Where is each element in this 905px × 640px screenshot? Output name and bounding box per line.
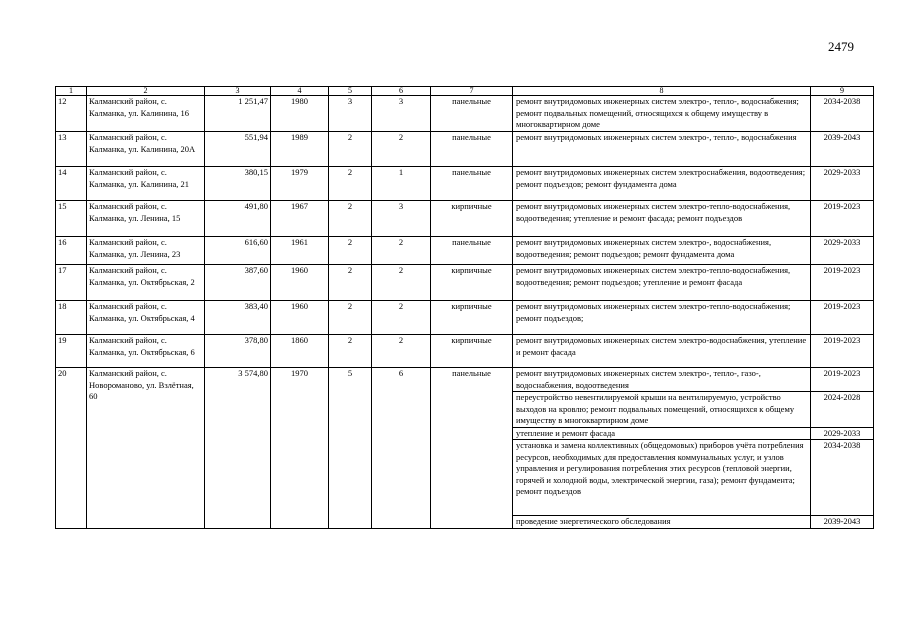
floors-cell: 2 — [329, 335, 372, 368]
address-cell: Калманский район, с. Калманка, ул. Калинина, 21 — [87, 167, 205, 201]
year-cell: 1979 — [271, 167, 329, 201]
area-cell: 616,60 — [205, 237, 271, 265]
year-cell: 1860 — [271, 335, 329, 368]
year-cell: 1960 — [271, 301, 329, 335]
header-cell: 9 — [811, 87, 874, 96]
address-cell: Калманский район, с. Калманка, ул. Октябрьская, 6 — [87, 335, 205, 368]
works-cell: ремонт внутридомовых инженерных систем электро-, тепло-, водоснабжения; ремонт подвальных помещений, относящихся к общему имуществу в многоквартирном доме — [513, 96, 811, 132]
address-cell: Калманский район, с. Калманка, ул. Ленина, 15 — [87, 201, 205, 237]
works-cell: ремонт внутридомовых инженерных систем электро-, тепло-, газо-, водоснабжения, водоотведения — [513, 368, 811, 392]
works-cell: утепление и ремонт фасада — [513, 427, 811, 440]
header-cell: 1 — [56, 87, 87, 96]
walls-material-cell: панельные — [431, 132, 513, 167]
works-cell: ремонт внутридомовых инженерных систем электро-тепло-водоснабжения, водоотведения; утепление и ремонт фасада; ремонт подъездов — [513, 201, 811, 237]
year-cell: 1989 — [271, 132, 329, 167]
row-number-cell: 20 — [56, 368, 87, 529]
floors-cell: 2 — [329, 237, 372, 265]
period-cell: 2029-2033 — [811, 167, 874, 201]
period-cell: 2029-2033 — [811, 237, 874, 265]
year-cell: 1960 — [271, 265, 329, 301]
table-row — [56, 201, 874, 237]
period-cell: 2019-2023 — [811, 201, 874, 237]
row-number-cell: 13 — [56, 132, 87, 167]
works-cell: ремонт внутридомовых инженерных систем электроснабжения, водоотведения; ремонт подъездов; ремонт фундамента дома — [513, 167, 811, 201]
period-cell: 2019-2023 — [811, 368, 874, 392]
area-cell: 380,15 — [205, 167, 271, 201]
works-cell: ремонт внутридомовых инженерных систем электро-, водоснабжения, водоотведения; ремонт подъездов; ремонт фундамента дома — [513, 237, 811, 265]
works-cell: переустройство невентилируемой крыши на вентилируемую, устройство выходов на кровлю; ремонт подвальных помещений, относящихся к общему имуществу в многоквартирном доме — [513, 392, 811, 428]
walls-material-cell: кирпичные — [431, 301, 513, 335]
row-number-cell: 14 — [56, 167, 87, 201]
row-number-cell: 12 — [56, 96, 87, 132]
area-cell: 551,94 — [205, 132, 271, 167]
walls-material-cell: панельные — [431, 96, 513, 132]
header-cell: 8 — [513, 87, 811, 96]
period-cell: 2029-2033 — [811, 427, 874, 440]
floors-cell: 2 — [329, 132, 372, 167]
area-cell: 3 574,80 — [205, 368, 271, 529]
period-cell: 2034-2038 — [811, 96, 874, 132]
area-cell: 491,80 — [205, 201, 271, 237]
table-row — [56, 335, 874, 368]
floors-cell: 2 — [329, 265, 372, 301]
area-cell: 383,40 — [205, 301, 271, 335]
works-cell: установка и замена коллективных (общедомовых) приборов учёта потребления ресурсов, необходимых для предоставления коммунальных услуг, и узлов управления и регулирования потребления этих ресурсов (тепловой энергии, горячей и холодной воды, электрической энергии, газа); ремонт фундамента; ремонт подъездов — [513, 440, 811, 516]
address-cell: Калманский район, с. Калманка, ул. Октябрьская, 4 — [87, 301, 205, 335]
address-cell: Калманский район, с. Калманка, ул. Октябрьская, 2 — [87, 265, 205, 301]
year-cell: 1967 — [271, 201, 329, 237]
works-cell: проведение энергетического обследования — [513, 516, 811, 529]
entrances-cell: 6 — [372, 368, 431, 529]
row-number-cell: 19 — [56, 335, 87, 368]
table-row — [56, 167, 874, 201]
header-row — [56, 87, 874, 96]
entrances-cell: 2 — [372, 335, 431, 368]
header-cell: 6 — [372, 87, 431, 96]
entrances-cell: 2 — [372, 132, 431, 167]
address-cell: Калманский район, с. Калманка, ул. Калинина, 16 — [87, 96, 205, 132]
period-cell: 2019-2023 — [811, 335, 874, 368]
header-cell: 7 — [431, 87, 513, 96]
walls-material-cell: панельные — [431, 368, 513, 529]
year-cell: 1970 — [271, 368, 329, 529]
floors-cell: 2 — [329, 301, 372, 335]
table-row — [56, 96, 874, 132]
row-number-cell: 15 — [56, 201, 87, 237]
area-cell: 378,80 — [205, 335, 271, 368]
walls-material-cell: кирпичные — [431, 201, 513, 237]
period-cell: 2019-2023 — [811, 301, 874, 335]
address-cell: Калманский район, с. Новороманово, ул. Взлётная, 60 — [87, 368, 205, 529]
housing-repair-table — [55, 86, 874, 529]
area-cell: 387,60 — [205, 265, 271, 301]
address-cell: Калманский район, с. Калманка, ул. Калинина, 20А — [87, 132, 205, 167]
header-cell: 4 — [271, 87, 329, 96]
period-cell: 2039-2043 — [811, 132, 874, 167]
floors-cell: 3 — [329, 96, 372, 132]
entrances-cell: 2 — [372, 265, 431, 301]
table-row — [56, 265, 874, 301]
entrances-cell: 2 — [372, 301, 431, 335]
table-row — [56, 132, 874, 167]
year-cell: 1980 — [271, 96, 329, 132]
walls-material-cell: кирпичные — [431, 335, 513, 368]
table-row — [56, 368, 874, 392]
floors-cell: 2 — [329, 201, 372, 237]
period-cell: 2024-2028 — [811, 392, 874, 428]
entrances-cell: 1 — [372, 167, 431, 201]
floors-cell: 2 — [329, 167, 372, 201]
table-row — [56, 237, 874, 265]
header-cell: 2 — [87, 87, 205, 96]
header-cell: 5 — [329, 87, 372, 96]
period-cell: 2034-2038 — [811, 440, 874, 516]
row-number-cell: 17 — [56, 265, 87, 301]
entrances-cell: 3 — [372, 96, 431, 132]
works-cell: ремонт внутридомовых инженерных систем электро-тепло-водоснабжения, водоотведения; ремонт подъездов; утепление и ремонт фасада — [513, 265, 811, 301]
row-number-cell: 18 — [56, 301, 87, 335]
table-row — [56, 301, 874, 335]
works-cell: ремонт внутридомовых инженерных систем электро-водоснабжения, утепление и ремонт фасада — [513, 335, 811, 368]
walls-material-cell: кирпичные — [431, 265, 513, 301]
page-number: 2479 — [828, 39, 854, 54]
year-cell: 1961 — [271, 237, 329, 265]
row-number-cell: 16 — [56, 237, 87, 265]
entrances-cell: 3 — [372, 201, 431, 237]
period-cell: 2039-2043 — [811, 516, 874, 529]
address-cell: Калманский район, с. Калманка, ул. Ленина, 23 — [87, 237, 205, 265]
period-cell: 2019-2023 — [811, 265, 874, 301]
works-cell: ремонт внутридомовых инженерных систем электро-тепло-водоснабжения; ремонт подъездов; — [513, 301, 811, 335]
walls-material-cell: панельные — [431, 167, 513, 201]
entrances-cell: 2 — [372, 237, 431, 265]
header-cell: 3 — [205, 87, 271, 96]
area-cell: 1 251,47 — [205, 96, 271, 132]
floors-cell: 5 — [329, 368, 372, 529]
walls-material-cell: панельные — [431, 237, 513, 265]
works-cell: ремонт внутридомовых инженерных систем электро-, тепло-, водоснабжения — [513, 132, 811, 167]
